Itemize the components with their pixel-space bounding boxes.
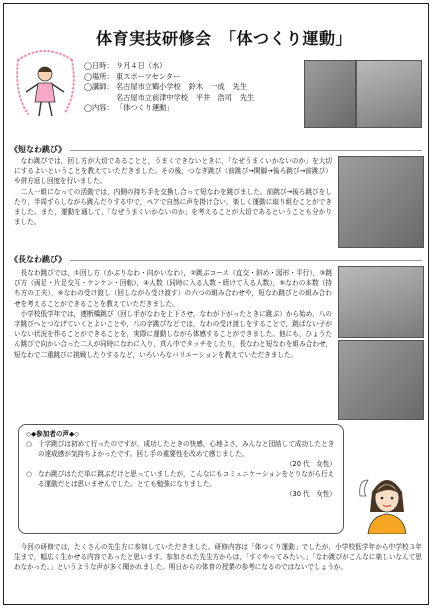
lecturer-school: 名古屋市立鶴小学校: [116, 82, 181, 92]
divider: [70, 150, 422, 151]
date-value: ９月４日（水）: [116, 61, 167, 70]
lecturer-row-2: [84, 93, 254, 104]
header: [4, 4, 428, 132]
voices-heading: ◇◆参加者の声◆◇: [26, 430, 80, 438]
event-info: [84, 61, 254, 114]
closing-paragraph: [14, 542, 422, 573]
short-rope-heading: 《短なわ跳び》: [10, 145, 67, 154]
voice-text: なわ跳びはただ単に跳ぶだけと思っていましたが，こんなにもコミュニケーションをとりながら行える運動だとは思いませんでした。とても勉強になりました。: [38, 470, 335, 488]
woman-avatar-illustration: [356, 466, 418, 534]
participant-voices-box: [18, 424, 344, 534]
voice-item: [26, 469, 336, 489]
place-row: [84, 72, 254, 83]
page-title: 体育実技研修会 「体つくり運動」: [96, 29, 353, 48]
bullet-icon: ○: [26, 440, 32, 448]
voice-item: [26, 439, 336, 459]
lecturer-title: 先生: [239, 92, 255, 102]
voice-text: 十字跳びは初めて行ったのですが，成功したときの快感，心地よさ，みんなと団結して成功したときの達成感が気持ちよかったです。回し手の重要性を改めて感じました。: [38, 440, 335, 458]
content-value: 「体つくり運動」: [116, 103, 174, 113]
lecturer-photo: [304, 60, 356, 128]
paragraph: なわ跳びでは，回し方が大切であることと，うまくできないときに，「なぜうまくいかないのか」を大切にするよいということを教えていただきました。その後，つなぎ跳び（前跳び→開脚→後ろ跳び→前跳び）や併方返し回度を行いました。: [14, 157, 332, 186]
short-rope-text: [14, 156, 332, 227]
long-rope-text: [14, 268, 332, 360]
paragraph: 二人一組になっての活動では，内側の持ち手を交換し合って短なわを跳びました。前跳び→後ろ跳びをしたり，半周ずらしながら跳んだりする中で，ペアで自然に声を掛け合い，楽しく運動に取り組むことができました。また，運動を通して，「なぜうまくいかないのか」を考えることが大切であるということも分かりました。: [14, 187, 332, 227]
lecturer-photo: [356, 60, 422, 128]
voice-age: （30 代 女性）: [285, 490, 336, 498]
lecturer-label: ◯講師：: [84, 82, 114, 92]
long-rope-photo: [338, 340, 424, 420]
short-rope-photo: [338, 156, 424, 248]
paragraph: 長なわ跳びでは，①回し方（かぶりなわ・向かいなわ），②跳ぶコース（直交・斜め・図形・平行），③跳び方（両足・片足交互・ケンケン・回転），④人数（同時に入る人数・続けて入る人数），⑤なわの本数（持ち方の工夫），⑥なわの受け渡し（回しながら受け渡す）の六つの組み合わせや，短なわ跳びとの組み合わせを考えることができることを教えていただきました。: [14, 269, 332, 308]
long-rope-heading: 《長なわ跳び》: [10, 255, 67, 264]
voice-age: （20 代 女性）: [285, 460, 336, 468]
long-rope-photo: [338, 266, 424, 338]
divider: [70, 260, 422, 261]
place-value: 東スポーツセンター: [116, 71, 181, 81]
lecturer-school: 名古屋市立前津中学校: [116, 92, 188, 102]
lecturer-row-1: [84, 82, 254, 93]
content-label: ◯内容：: [84, 103, 114, 113]
date-label: ◯日時：: [84, 61, 114, 70]
lecturer-name: 平井 浩司: [195, 92, 232, 102]
paragraph: 小学校低学年では，連断橋跳び（回し手がなわを上下させ，なわが下がったときに跳ぶ）から始め，八の字跳びへとつなげていくとよいことや，八の字跳びなどでは，なわの受け渡しをすることで，跳ばない子がいない状況を作ることができることを，実際に運動しながら体感することができました。他にも，ひょうたん跳びで向かい合った二人が同時になわに入り，真ん中でタッチをしたり，長なわと短なわを組み合わせ，短なわで二重跳びに挑戦したりするなど，いろいろなバリエーションを教えていただきました。: [14, 309, 332, 359]
newsletter-page: [3, 3, 429, 605]
paragraph: 今回の研修では，たくさんの先生方に参加していただきました。研修内容は「体つくり運動」でしたが，小学校低学年から中学校３年生まで，幅広く生かせる内容であったと思います。参加された先生方からは，「すぐやってみたい。」「なわ跳びがこんなに楽しいなんて思わなかった。」というような声が多く聞かれました。明日からの体育の授業の参考になるのではないでしょうか。: [14, 543, 422, 572]
bullet-icon: ○: [26, 470, 32, 478]
place-label: ◯場所：: [84, 71, 114, 81]
jump-rope-girl-illustration: [8, 48, 82, 128]
date-row: [84, 61, 254, 72]
lecturer-title: 先生: [232, 82, 248, 92]
content-row: [84, 103, 254, 114]
lecturer-name: 鈴木 一成: [188, 82, 225, 92]
